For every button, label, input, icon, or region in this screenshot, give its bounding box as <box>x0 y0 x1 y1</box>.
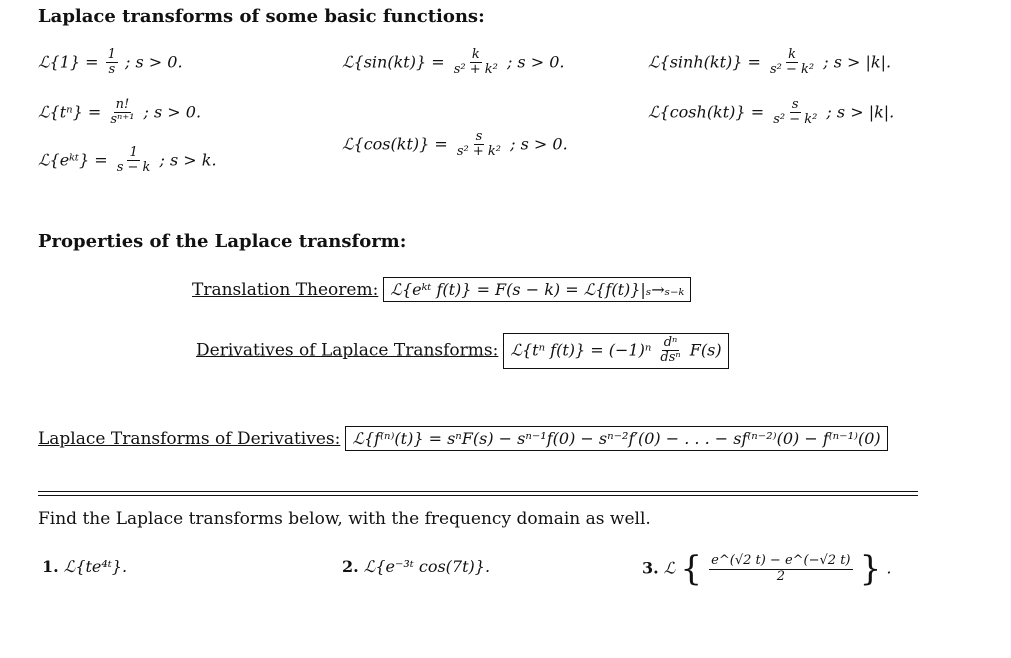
lt-derivs-label: Laplace Transforms of Derivatives: <box>38 429 341 449</box>
properties-heading: Properties of the Laplace transform: <box>38 231 407 252</box>
lhs: ℒ{sinh(kt)} = <box>648 52 761 72</box>
derivatives-rhs: F(s) <box>689 340 722 360</box>
lt-derivs-formula: ℒ{f⁽ⁿ⁾(t)} = sⁿF(s) − sⁿ⁻¹f(0) − sⁿ⁻²f′(0) − . . . − sf⁽ⁿ⁻²⁾(0) − f⁽ⁿ⁻¹⁾(0) <box>345 426 887 451</box>
condition: ; s > 0. <box>510 134 568 154</box>
lhs: ℒ{sin(kt)} = <box>342 52 445 72</box>
numerator: s <box>791 97 799 112</box>
numerator: s <box>475 129 483 144</box>
formula-laplace-one <box>38 48 183 78</box>
denominator: s² + k² <box>453 62 498 78</box>
translation-label: Translation Theorem: <box>192 280 379 300</box>
numerator: 1 <box>129 145 138 160</box>
formula-laplace-sinh <box>648 48 891 78</box>
derivative-fraction <box>658 336 682 366</box>
denominator: s² + k² <box>456 144 502 160</box>
fraction <box>115 146 153 176</box>
problem-expr: ℒ{e⁻³ᵗ cos(7t)}. <box>363 557 491 576</box>
numerator: k <box>471 47 480 62</box>
formula-laplace-cosh <box>648 98 894 128</box>
numerator: e^(√2 t) − e^(−√2 t) <box>711 553 851 569</box>
denominator: s² − k² <box>773 112 818 128</box>
numerator: k <box>788 47 797 62</box>
divider-top <box>38 491 918 492</box>
fraction <box>452 48 500 78</box>
lhs: ℒ{tⁿ} = <box>38 102 102 122</box>
basic-functions-heading: Laplace transforms of some basic functions: <box>38 6 485 27</box>
formula-laplace-tn <box>38 98 201 128</box>
right-brace: } <box>859 549 882 589</box>
denominator: s − k <box>116 160 151 176</box>
formula-laplace-ekt <box>38 146 217 176</box>
derivatives-formula <box>503 333 728 369</box>
formula-laplace-sin <box>342 48 564 78</box>
translation-theorem <box>192 277 691 302</box>
numerator: n! <box>115 97 130 112</box>
instructions: Find the Laplace transforms below, with the frequency domain as well. <box>38 509 651 529</box>
transforms-of-derivatives <box>38 426 888 451</box>
denominator: 2 <box>776 568 785 584</box>
lhs: ℒ{eᵏᵗ} = <box>38 150 108 170</box>
condition: ; s > 0. <box>125 52 183 72</box>
condition: ; s > |k|. <box>823 52 892 72</box>
condition: ; s > k. <box>159 150 217 170</box>
denominator: s <box>108 62 116 78</box>
left-brace: { <box>680 549 703 589</box>
condition: ; s > |k|. <box>826 102 895 122</box>
fraction <box>455 130 503 160</box>
problem-1 <box>42 557 127 576</box>
fraction <box>768 48 816 78</box>
fraction <box>108 98 136 128</box>
divider-bottom <box>38 495 918 496</box>
fraction <box>771 98 819 128</box>
problem-expr: ℒ{te⁴ᵗ}. <box>63 557 128 576</box>
derivatives-lhs: ℒ{tⁿ f(t)} = (−1)ⁿ <box>510 340 652 360</box>
problem-fraction <box>709 554 852 584</box>
problem-end: . <box>886 558 892 578</box>
condition: ; s > 0. <box>143 102 202 122</box>
lhs: ℒ{1} = <box>38 52 99 72</box>
problem-2 <box>342 557 490 576</box>
denominator: sⁿ⁺¹ <box>110 112 135 128</box>
formula-laplace-cos <box>342 130 568 160</box>
condition: ; s > 0. <box>506 52 565 72</box>
denominator: s² − k² <box>770 62 815 78</box>
denominator: dsⁿ <box>660 350 681 366</box>
derivatives-label: Derivatives of Laplace Transforms: <box>196 340 499 361</box>
problem-number: 2. <box>342 557 359 576</box>
problem-number: 1. <box>42 557 59 576</box>
translation-formula: ℒ{eᵏᵗ f(t)} = F(s − k) = ℒ{f(t)}|ₛ→ₛ₋ₖ <box>383 277 691 302</box>
numerator: 1 <box>107 47 116 62</box>
lhs: ℒ{cosh(kt)} = <box>648 102 765 122</box>
lhs: ℒ{cos(kt)} = <box>342 134 448 154</box>
fraction <box>106 48 118 78</box>
problem-3 <box>642 549 892 589</box>
derivatives-of-transforms <box>196 333 729 369</box>
problem-number: 3. <box>642 558 659 578</box>
numerator: dⁿ <box>663 335 678 350</box>
problem-lhs: ℒ <box>663 558 676 578</box>
